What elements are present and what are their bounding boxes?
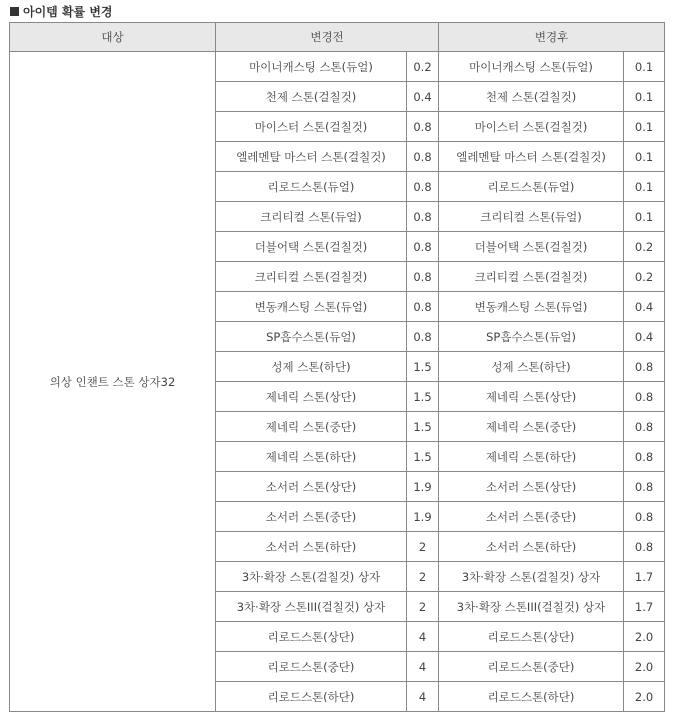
before-rate: 0.8	[407, 202, 439, 232]
after-rate: 0.8	[624, 412, 665, 442]
after-item-name: 3차·확장 스톤III(걸칠것) 상자	[439, 592, 624, 622]
after-rate: 0.2	[624, 262, 665, 292]
square-bullet-icon	[10, 7, 19, 16]
after-rate: 1.7	[624, 592, 665, 622]
after-item-name: 천제 스톤(걸칠것)	[439, 82, 624, 112]
before-item-name: 크리티컬 스톤(듀얼)	[216, 202, 407, 232]
before-rate: 4	[407, 622, 439, 652]
before-rate: 2	[407, 592, 439, 622]
after-item-name: 리로드스톤(중단)	[439, 652, 624, 682]
before-rate: 0.4	[407, 82, 439, 112]
after-item-name: 더블어택 스톤(걸칠것)	[439, 232, 624, 262]
after-item-name: 3차·확장 스톤(걸칠것) 상자	[439, 562, 624, 592]
after-rate: 0.1	[624, 142, 665, 172]
probability-change-table	[9, 22, 665, 712]
table-body	[10, 52, 665, 712]
before-item-name: 마이너캐스팅 스톤(듀얼)	[216, 52, 407, 82]
after-item-name: 마이스터 스톤(걸칠것)	[439, 112, 624, 142]
after-rate: 2.0	[624, 682, 665, 712]
before-rate: 1.5	[407, 412, 439, 442]
before-rate: 0.8	[407, 172, 439, 202]
after-item-name: 마이너캐스팅 스톤(듀얼)	[439, 52, 624, 82]
after-rate: 0.8	[624, 472, 665, 502]
after-item-name: 소서러 스톤(하단)	[439, 532, 624, 562]
before-item-name: 제네릭 스톤(하단)	[216, 442, 407, 472]
after-rate: 2.0	[624, 652, 665, 682]
after-item-name: 성제 스톤(하단)	[439, 352, 624, 382]
before-rate: 0.2	[407, 52, 439, 82]
before-rate: 0.8	[407, 292, 439, 322]
before-item-name: 변동캐스팅 스톤(듀얼)	[216, 292, 407, 322]
before-rate: 1.5	[407, 442, 439, 472]
after-item-name: 엘레멘탈 마스터 스톤(걸칠것)	[439, 142, 624, 172]
before-rate: 1.5	[407, 352, 439, 382]
before-item-name: 소서러 스톤(상단)	[216, 472, 407, 502]
after-rate: 0.8	[624, 502, 665, 532]
after-item-name: 변동캐스팅 스톤(듀얼)	[439, 292, 624, 322]
before-rate: 0.8	[407, 112, 439, 142]
header-before: 변경전	[216, 23, 439, 52]
header-after: 변경후	[439, 23, 665, 52]
after-item-name: 제네릭 스톤(상단)	[439, 382, 624, 412]
before-rate: 1.5	[407, 382, 439, 412]
after-item-name: 크리티컬 스톤(걸칠것)	[439, 262, 624, 292]
after-item-name: 리로드스톤(하단)	[439, 682, 624, 712]
after-rate: 0.1	[624, 202, 665, 232]
after-rate: 0.1	[624, 52, 665, 82]
section-heading-text: 아이템 확률 변경	[23, 4, 113, 19]
before-rate: 2	[407, 532, 439, 562]
before-rate: 1.9	[407, 502, 439, 532]
before-item-name: SP흡수스톤(듀얼)	[216, 322, 407, 352]
before-item-name: 소서러 스톤(중단)	[216, 502, 407, 532]
before-item-name: 더블어택 스톤(걸칠것)	[216, 232, 407, 262]
before-item-name: 성제 스톤(하단)	[216, 352, 407, 382]
before-item-name: 엘레멘탈 마스터 스톤(걸칠것)	[216, 142, 407, 172]
after-item-name: 소서러 스톤(중단)	[439, 502, 624, 532]
before-item-name: 리로드스톤(중단)	[216, 652, 407, 682]
before-item-name: 천제 스톤(걸칠것)	[216, 82, 407, 112]
after-rate: 0.8	[624, 382, 665, 412]
before-rate: 4	[407, 652, 439, 682]
before-rate: 2	[407, 562, 439, 592]
before-item-name: 리로드스톤(하단)	[216, 682, 407, 712]
after-item-name: 제네릭 스톤(하단)	[439, 442, 624, 472]
header-target: 대상	[10, 23, 216, 52]
before-item-name: 제네릭 스톤(상단)	[216, 382, 407, 412]
before-item-name: 3차·확장 스톤III(걸칠것) 상자	[216, 592, 407, 622]
before-item-name: 리로드스톤(상단)	[216, 622, 407, 652]
after-item-name: 소서러 스톤(상단)	[439, 472, 624, 502]
after-rate: 0.1	[624, 112, 665, 142]
before-item-name: 마이스터 스톤(걸칠것)	[216, 112, 407, 142]
before-rate: 1.9	[407, 472, 439, 502]
after-rate: 0.8	[624, 352, 665, 382]
after-rate: 0.1	[624, 172, 665, 202]
after-rate: 1.7	[624, 562, 665, 592]
before-rate: 4	[407, 682, 439, 712]
after-item-name: SP흡수스톤(듀얼)	[439, 322, 624, 352]
after-rate: 2.0	[624, 622, 665, 652]
before-rate: 0.8	[407, 142, 439, 172]
target-item-cell: 의상 인챈트 스톤 상자32	[10, 52, 216, 712]
section-heading	[10, 2, 113, 20]
table-header-row	[10, 23, 665, 52]
after-item-name: 리로드스톤(듀얼)	[439, 172, 624, 202]
before-item-name: 소서러 스톤(하단)	[216, 532, 407, 562]
after-item-name: 리로드스톤(상단)	[439, 622, 624, 652]
before-rate: 0.8	[407, 322, 439, 352]
after-rate: 0.8	[624, 442, 665, 472]
table-row	[10, 52, 665, 82]
after-rate: 0.1	[624, 82, 665, 112]
after-rate: 0.2	[624, 232, 665, 262]
before-item-name: 3차·확장 스톤(걸칠것) 상자	[216, 562, 407, 592]
after-item-name: 크리티컬 스톤(듀얼)	[439, 202, 624, 232]
before-rate: 0.8	[407, 232, 439, 262]
before-item-name: 크리티컬 스톤(걸칠것)	[216, 262, 407, 292]
before-item-name: 제네릭 스톤(중단)	[216, 412, 407, 442]
before-item-name: 리로드스톤(듀얼)	[216, 172, 407, 202]
after-item-name: 제네릭 스톤(중단)	[439, 412, 624, 442]
before-rate: 0.8	[407, 262, 439, 292]
after-rate: 0.4	[624, 292, 665, 322]
after-rate: 0.4	[624, 322, 665, 352]
after-rate: 0.8	[624, 532, 665, 562]
